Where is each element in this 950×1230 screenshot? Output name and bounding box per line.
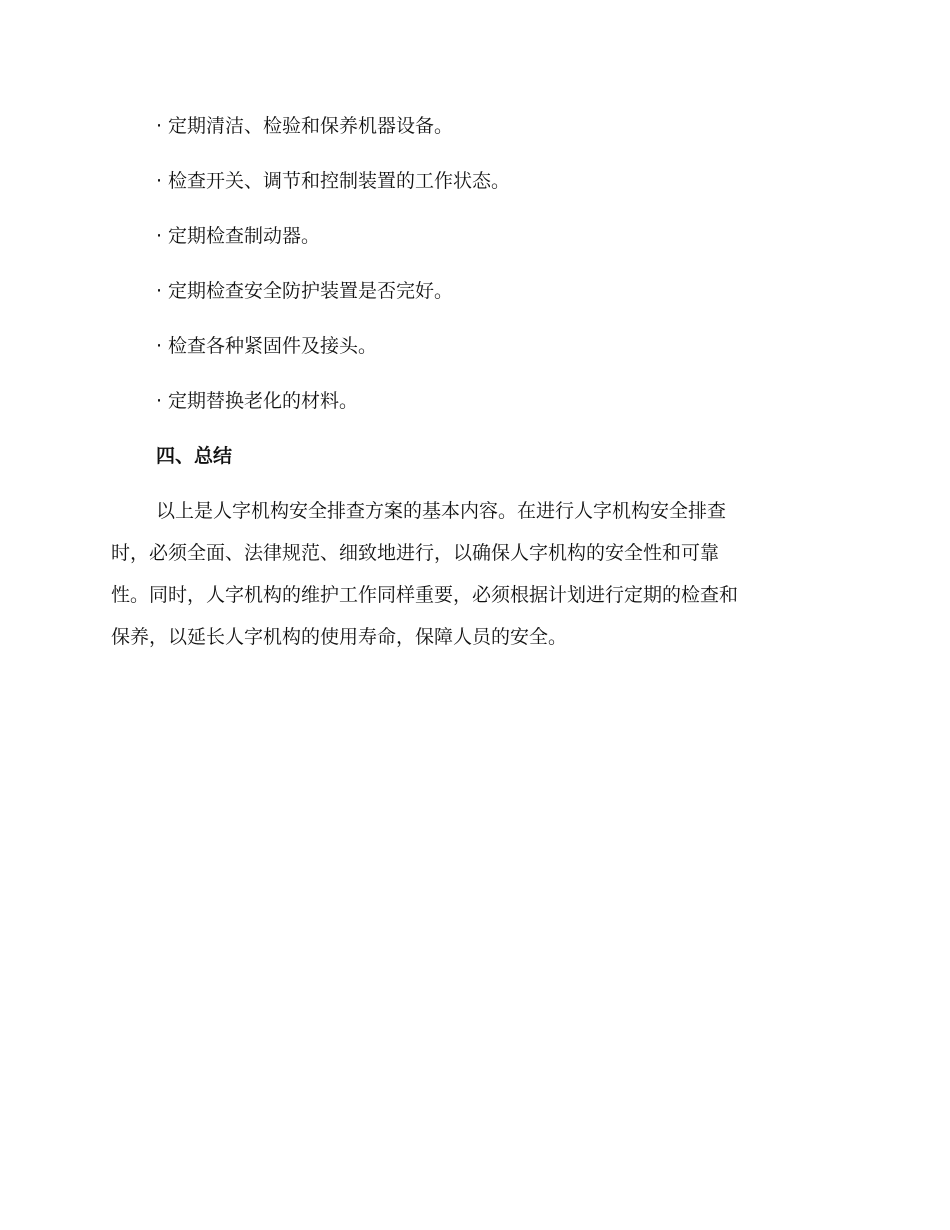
list-item	[156, 112, 510, 167]
bullet-marker: ·	[156, 115, 163, 137]
paragraph-line: 以上是人字机构安全排查方案的基本内容。在进行人字机构安全排查	[156, 500, 727, 522]
list-item-text: 定期检查安全防护装置是否完好。	[168, 280, 454, 302]
bullet-marker: ·	[156, 225, 163, 247]
bullet-marker: ·	[156, 280, 163, 302]
list-item-text: 定期替换老化的材料。	[168, 390, 359, 412]
list-item-text: 定期检查制动器。	[168, 225, 321, 247]
list-item-text: 检查各种紧固件及接头。	[168, 335, 378, 357]
paragraph-line: 性。同时，人字机构的维护工作同样重要，必须根据计划进行定期的检查和	[111, 584, 739, 606]
maintenance-bullet-list	[156, 112, 510, 442]
bullet-marker: ·	[156, 170, 163, 192]
list-item	[156, 387, 510, 442]
bullet-marker: ·	[156, 390, 163, 412]
section-heading: 四、总结	[156, 445, 233, 467]
list-item	[156, 277, 510, 332]
paragraph-line: 保养，以延长人字机构的使用寿命，保障人员的安全。	[111, 626, 568, 648]
list-item	[156, 167, 510, 222]
bullet-marker: ·	[156, 335, 163, 357]
summary-paragraph	[111, 497, 738, 665]
list-item-text: 定期清洁、检验和保养机器设备。	[168, 115, 454, 137]
list-item	[156, 332, 510, 387]
list-item-text: 检查开关、调节和控制装置的工作状态。	[168, 170, 511, 192]
list-item	[156, 222, 510, 277]
paragraph-line: 时，必须全面、法律规范、细致地进行，以确保人字机构的安全性和可靠	[111, 542, 720, 564]
